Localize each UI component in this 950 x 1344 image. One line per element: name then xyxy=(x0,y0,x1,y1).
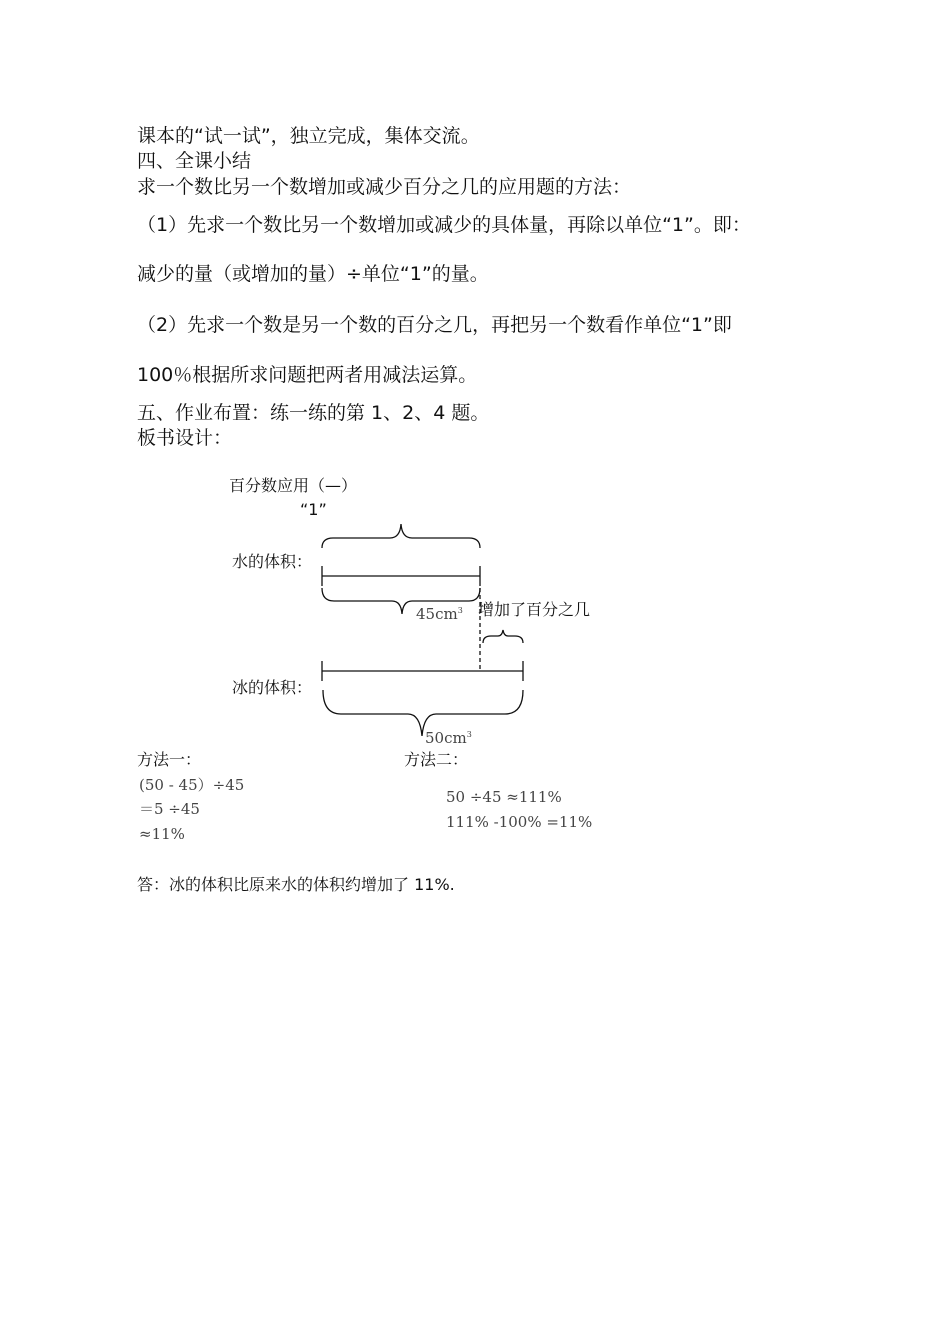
water-value-brace xyxy=(322,588,480,614)
section-summary-heading: 四、全课小结 xyxy=(137,150,252,172)
method-one-title: 方法一： xyxy=(137,750,202,769)
method-one-step-2: ＝5 ÷45 xyxy=(139,800,200,818)
unit-one-label: “1” xyxy=(300,500,327,519)
answer-text: 答：冰的体积比原来水的体积约增加了 11%. xyxy=(137,875,455,894)
text-line-3: 求一个数比另一个数增加或减少百分之几的应用题的方法： xyxy=(137,176,632,198)
text-line-1: 课本的“试一试”，独立完成，集体交流。 xyxy=(137,125,480,147)
ice-value-brace xyxy=(323,690,523,736)
section-homework-heading: 五、作业布置：练一练的第 1、2、4 题。 xyxy=(137,402,490,424)
text-line-5: 减少的量（或增加的量）÷单位“1”的量。 xyxy=(137,263,489,285)
text-line-4: （1）先求一个数比另一个数增加或减少的具体量，再除以单位“1”。即： xyxy=(137,214,751,236)
increase-brace xyxy=(483,630,523,643)
text-line-7: 100％根据所求问题把两者用减法运算。 xyxy=(137,364,478,386)
water-volume-label: 水的体积： xyxy=(232,552,313,571)
board-design-heading: 板书设计： xyxy=(137,427,233,449)
text-line-6: （2）先求一个数是另一个数的百分之几，再把另一个数看作单位“1”即 xyxy=(137,314,732,336)
method-two-step-2: 111% -100% =11% xyxy=(446,813,593,831)
method-one-step-3: ≈11% xyxy=(139,825,185,843)
method-two-step-1: 50 ÷45 ≈111% xyxy=(446,788,562,806)
increase-percent-label: 增加了百分之几 xyxy=(478,600,591,619)
unit-one-brace xyxy=(322,524,480,548)
method-one-step-1: (50 - 45）÷45 xyxy=(139,776,245,794)
method-two-title: 方法二： xyxy=(404,750,469,769)
water-volume-value: $45cm^3$ xyxy=(416,605,463,623)
ice-volume-value: $50cm^3$ xyxy=(425,729,472,747)
ice-volume-label: 冰的体积： xyxy=(232,678,313,697)
board-title: 百分数应用（—） xyxy=(229,476,358,495)
